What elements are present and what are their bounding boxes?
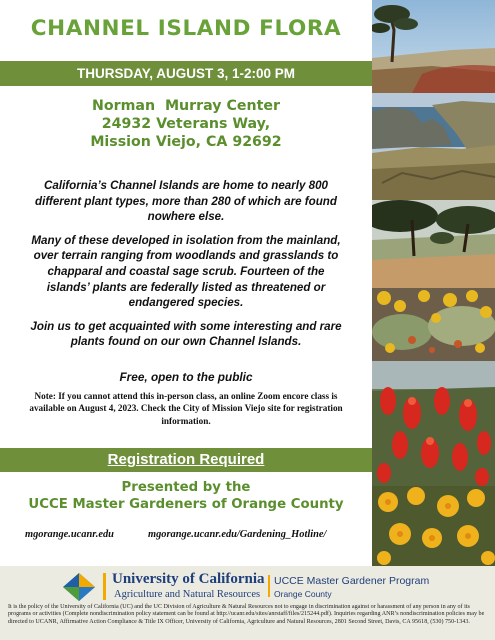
oak-woodland-photo bbox=[372, 200, 495, 288]
photo-strip bbox=[372, 0, 495, 566]
red-paintbrush-flowers-photo bbox=[372, 361, 495, 486]
ucce-county: Orange County bbox=[274, 589, 332, 599]
presented-by bbox=[0, 479, 372, 513]
registration-banner bbox=[0, 448, 372, 472]
admission-text: Free, open to the public bbox=[119, 370, 253, 384]
organization-name: UCCE Master Gardeners of Orange County bbox=[28, 497, 344, 512]
uc-name: University of California bbox=[112, 571, 265, 587]
description bbox=[26, 178, 346, 358]
yellow-succulent-flowers-photo bbox=[372, 288, 495, 361]
presented-by-line: Presented by the bbox=[121, 480, 251, 495]
venue-city: Mission Viejo, CA 92692 bbox=[90, 134, 282, 150]
website-links bbox=[0, 529, 372, 545]
description-paragraph: California’s Channel Islands are home to nearly 800 different plant types, more than 280 of which are found nowhere else. bbox=[35, 179, 337, 224]
registration-link[interactable]: Registration Required bbox=[107, 451, 265, 468]
coastal-cliffs-photo bbox=[372, 93, 495, 200]
ucce-program-name: UCCE Master Gardener Program bbox=[274, 575, 430, 587]
description-paragraph: Join us to get acquainted with some interesting and rare plants found on our own Channel Islands. bbox=[30, 319, 342, 349]
yellow-poppies-photo bbox=[372, 486, 495, 566]
venue-street: 24932 Veterans Way, bbox=[101, 116, 271, 132]
website-link[interactable]: mgorange.ucanr.edu bbox=[25, 529, 114, 540]
uc-anr-logo bbox=[62, 572, 96, 606]
uc-divider bbox=[103, 573, 106, 600]
venue-address bbox=[0, 97, 372, 151]
date-time-banner: THURSDAY, AUGUST 3, 1-2:00 PM bbox=[0, 61, 372, 86]
uc-division: Agriculture and Natural Resources bbox=[114, 589, 261, 600]
ucce-divider bbox=[268, 575, 270, 597]
venue-name: Norman Murray Center bbox=[91, 98, 281, 114]
zoom-note: Note: If you cannot attend this in-person class, an online Zoom encore class is available on August 4, 2023. Check the City of Mission Viejo site for registration information. bbox=[29, 391, 343, 426]
cypress-tree-photo bbox=[372, 0, 495, 93]
hotline-link[interactable]: mgorange.ucanr.edu/Gardening_Hotline/ bbox=[148, 529, 327, 540]
uc-anr-logo-icon bbox=[62, 572, 96, 602]
page-title: CHANNEL ISLAND FLORA bbox=[30, 16, 342, 41]
description-paragraph: Many of these developed in isolation from the mainland, over terrain ranging from woodlands and grasslands to chapparal and coastal sage scrub. Fourteen of the islands’ plants are federally listed as threatened or endangered species. bbox=[31, 233, 341, 310]
nondiscrimination-policy: It is the policy of the University of California (UC) and the UC Division of Agriculture & Natural Resources not to engage in discrimination against or harassment of any person in any of its programs or activities (Complete nondiscrimination policy statement can be found at http://ucanr.edu/sites/anrstaff/files/215244.pdf). Inquiries regarding ANR’s nondiscrimination policies may be directed to UCANR, Affirmative Action Compliance & Title IX Officer, University of California, Agriculture and Natural Resources, 2801 Second Street, Davis, CA 95618, (530) 750-1343. bbox=[8, 604, 485, 625]
